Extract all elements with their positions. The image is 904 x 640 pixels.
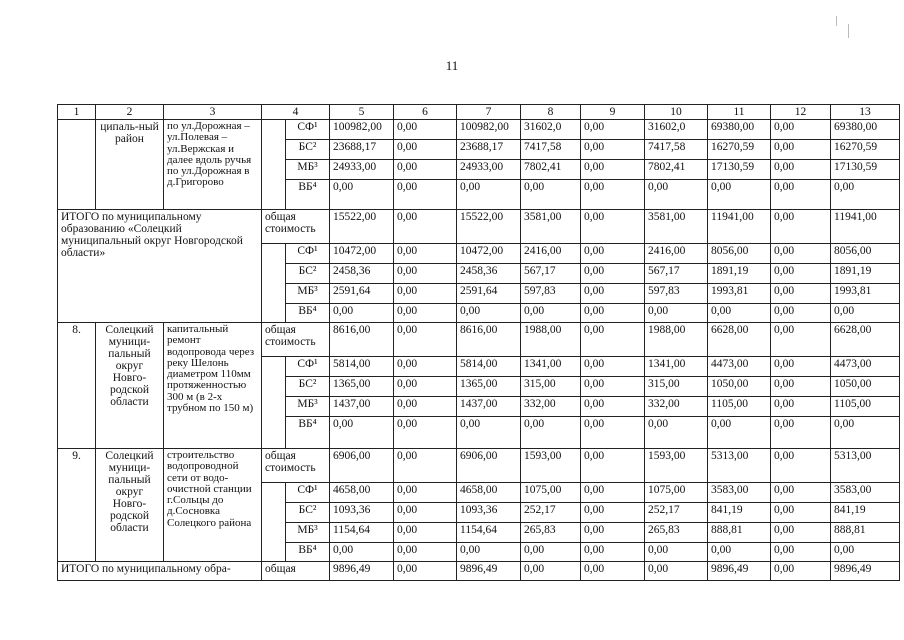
- value-cell: 332,00: [645, 397, 708, 417]
- value-cell: 567,17: [521, 264, 581, 284]
- r7-sf-row: [58, 120, 900, 140]
- value-cell: 2458,36: [457, 264, 521, 284]
- value-cell: 0,00: [645, 180, 708, 210]
- value-cell: 1050,00: [831, 377, 900, 397]
- value-cell: 1075,00: [521, 483, 581, 503]
- value-cell: 3581,00: [521, 210, 581, 244]
- value-cell: 597,83: [645, 284, 708, 304]
- value-cell: 31602,0: [521, 120, 581, 140]
- value-cell: 265,83: [645, 523, 708, 543]
- value-cell: 0,00: [831, 543, 900, 562]
- value-cell: 16270,59: [708, 140, 771, 160]
- value-cell: 0,00: [521, 562, 581, 581]
- value-cell: 0,00: [645, 543, 708, 562]
- category-label: МБ³: [286, 397, 330, 417]
- value-cell: 888,81: [831, 523, 900, 543]
- value-cell: 24933,00: [457, 160, 521, 180]
- value-cell: 0,00: [708, 180, 771, 210]
- r9-total-row: [58, 449, 900, 483]
- value-cell: 0,00: [581, 180, 645, 210]
- vertical-label: [262, 357, 286, 449]
- value-cell: 0,00: [330, 180, 394, 210]
- header-cell: 12: [771, 105, 831, 120]
- value-cell: 0,00: [581, 377, 645, 397]
- value-cell: 0,00: [330, 417, 394, 449]
- value-cell: 5814,00: [330, 357, 394, 377]
- value-cell: 0,00: [771, 284, 831, 304]
- value-cell: 0,00: [771, 562, 831, 581]
- value-cell: 0,00: [394, 397, 457, 417]
- value-cell: 0,00: [771, 244, 831, 264]
- value-cell: 1341,00: [521, 357, 581, 377]
- value-cell: 0,00: [708, 304, 771, 323]
- value-cell: 9896,49: [330, 562, 394, 581]
- value-cell: 567,17: [645, 264, 708, 284]
- category-label: СФ¹: [286, 120, 330, 140]
- value-cell: 1093,36: [457, 503, 521, 523]
- total-label: ИТОГО по муниципальному обра-: [58, 562, 262, 581]
- value-cell: 0,00: [708, 417, 771, 449]
- value-cell: 0,00: [771, 503, 831, 523]
- value-cell: 252,17: [521, 503, 581, 523]
- value-cell: 0,00: [581, 397, 645, 417]
- value-cell: 2458,36: [330, 264, 394, 284]
- value-cell: 0,00: [771, 377, 831, 397]
- value-cell: 0,00: [581, 503, 645, 523]
- value-cell: 0,00: [581, 120, 645, 140]
- value-cell: 1891,19: [708, 264, 771, 284]
- value-cell: 332,00: [521, 397, 581, 417]
- header-cell: 9: [581, 105, 645, 120]
- value-cell: 7417,58: [521, 140, 581, 160]
- value-cell: 0,00: [581, 449, 645, 483]
- value-cell: 0,00: [771, 397, 831, 417]
- category-label: МБ³: [286, 523, 330, 543]
- value-cell: 0,00: [581, 210, 645, 244]
- value-cell: 0,00: [457, 543, 521, 562]
- value-cell: 7802,41: [645, 160, 708, 180]
- value-cell: 6628,00: [831, 323, 900, 357]
- value-cell: 0,00: [831, 180, 900, 210]
- value-cell: 16270,59: [831, 140, 900, 160]
- value-cell: 0,00: [394, 284, 457, 304]
- corner-pen-marks: [834, 16, 854, 38]
- value-cell: 15522,00: [330, 210, 394, 244]
- value-cell: 1341,00: [645, 357, 708, 377]
- value-cell: 2591,64: [457, 284, 521, 304]
- value-cell: 0,00: [581, 417, 645, 449]
- value-cell: 17130,59: [708, 160, 771, 180]
- category-label: БС²: [286, 264, 330, 284]
- municipality-name: Солецкий муници-пальный округ Новго-родской области: [96, 449, 164, 562]
- value-cell: 0,00: [771, 140, 831, 160]
- value-cell: 100982,00: [330, 120, 394, 140]
- value-cell: 0,00: [771, 483, 831, 503]
- value-cell: 0,00: [521, 180, 581, 210]
- value-cell: 315,00: [521, 377, 581, 397]
- row-number: [58, 120, 96, 210]
- budget-table: [57, 104, 900, 581]
- value-cell: 0,00: [581, 483, 645, 503]
- header-cell: 13: [831, 105, 900, 120]
- value-cell: 100982,00: [457, 120, 521, 140]
- value-cell: 0,00: [394, 357, 457, 377]
- value-cell: 0,00: [330, 304, 394, 323]
- value-cell: 0,00: [771, 180, 831, 210]
- value-cell: 841,19: [831, 503, 900, 523]
- value-cell: 1437,00: [330, 397, 394, 417]
- value-cell: 6906,00: [330, 449, 394, 483]
- value-cell: 0,00: [831, 417, 900, 449]
- value-cell: 1365,00: [457, 377, 521, 397]
- value-cell: 17130,59: [831, 160, 900, 180]
- header-cell: 5: [330, 105, 394, 120]
- header-cell: 8: [521, 105, 581, 120]
- category-label: СФ¹: [286, 483, 330, 503]
- value-cell: 0,00: [708, 543, 771, 562]
- header-row: [58, 105, 900, 120]
- municipality-name: ципаль-ный район: [96, 120, 164, 210]
- value-cell: 0,00: [771, 543, 831, 562]
- value-cell: 0,00: [394, 562, 457, 581]
- r8-total-row: [58, 323, 900, 357]
- value-cell: 2591,64: [330, 284, 394, 304]
- value-cell: 9896,49: [708, 562, 771, 581]
- category-label: БС²: [286, 377, 330, 397]
- value-cell: 0,00: [581, 562, 645, 581]
- vertical-label: [262, 244, 286, 323]
- value-cell: 6628,00: [708, 323, 771, 357]
- value-cell: 31602,0: [645, 120, 708, 140]
- value-cell: 1105,00: [708, 397, 771, 417]
- value-cell: 3583,00: [708, 483, 771, 503]
- value-cell: 8616,00: [330, 323, 394, 357]
- category-label: МБ³: [286, 160, 330, 180]
- it2-total-row: [58, 562, 900, 581]
- value-cell: 15522,00: [457, 210, 521, 244]
- value-cell: 0,00: [581, 304, 645, 323]
- project-description: строительство водопроводной сети от водо-очистной станции г.Сольцы до д.Сосновка Солецкого района: [164, 449, 262, 562]
- value-cell: 23688,17: [457, 140, 521, 160]
- value-cell: 1050,00: [708, 377, 771, 397]
- value-cell: 315,00: [645, 377, 708, 397]
- value-cell: 0,00: [394, 304, 457, 323]
- value-cell: 0,00: [394, 140, 457, 160]
- value-cell: 5814,00: [457, 357, 521, 377]
- value-cell: 1437,00: [457, 397, 521, 417]
- category-label: общая стоимость: [262, 210, 330, 244]
- value-cell: 0,00: [394, 264, 457, 284]
- value-cell: 0,00: [581, 543, 645, 562]
- project-description: по ул.Дорожная – ул.Полевая – ул.Вержская и далее вдоль ручья по ул.Дорожная в д.Григорово: [164, 120, 262, 210]
- value-cell: 1365,00: [330, 377, 394, 397]
- vertical-label: [262, 483, 286, 562]
- category-label: ВБ⁴: [286, 543, 330, 562]
- value-cell: 4473,00: [708, 357, 771, 377]
- value-cell: 0,00: [394, 483, 457, 503]
- value-cell: 0,00: [521, 304, 581, 323]
- category-label: БС²: [286, 503, 330, 523]
- value-cell: 1093,36: [330, 503, 394, 523]
- value-cell: 1993,81: [708, 284, 771, 304]
- value-cell: 0,00: [394, 377, 457, 397]
- value-cell: 0,00: [394, 523, 457, 543]
- header-cell: 1: [58, 105, 96, 120]
- value-cell: 1988,00: [645, 323, 708, 357]
- value-cell: 597,83: [521, 284, 581, 304]
- value-cell: 0,00: [645, 304, 708, 323]
- value-cell: 841,19: [708, 503, 771, 523]
- category-label: СФ¹: [286, 357, 330, 377]
- category-label: ВБ⁴: [286, 417, 330, 449]
- category-label: ВБ⁴: [286, 304, 330, 323]
- category-label: МБ³: [286, 284, 330, 304]
- value-cell: 24933,00: [330, 160, 394, 180]
- value-cell: 23688,17: [330, 140, 394, 160]
- value-cell: 0,00: [457, 304, 521, 323]
- value-cell: 9896,49: [457, 562, 521, 581]
- value-cell: 0,00: [581, 140, 645, 160]
- value-cell: 0,00: [457, 180, 521, 210]
- value-cell: 69380,00: [708, 120, 771, 140]
- category-label: общая: [262, 562, 330, 581]
- it1-total-row: [58, 210, 900, 244]
- value-cell: 265,83: [521, 523, 581, 543]
- project-description: капитальный ремонт водопровода через реку Шелонь диаметром 110мм протяженностью 300 м (в 2-х трубном по 150 м): [164, 323, 262, 449]
- value-cell: 0,00: [394, 160, 457, 180]
- value-cell: 11941,00: [708, 210, 771, 244]
- value-cell: 69380,00: [831, 120, 900, 140]
- header-cell: 4: [262, 105, 330, 120]
- value-cell: 0,00: [394, 120, 457, 140]
- value-cell: 0,00: [394, 323, 457, 357]
- value-cell: 4473,00: [831, 357, 900, 377]
- value-cell: 0,00: [394, 244, 457, 264]
- value-cell: 8056,00: [708, 244, 771, 264]
- value-cell: 0,00: [394, 210, 457, 244]
- value-cell: 0,00: [771, 120, 831, 140]
- category-label: СФ¹: [286, 244, 330, 264]
- header-cell: 2: [96, 105, 164, 120]
- header-cell: 7: [457, 105, 521, 120]
- value-cell: 0,00: [581, 160, 645, 180]
- row-number: 8.: [58, 323, 96, 449]
- value-cell: 0,00: [394, 449, 457, 483]
- value-cell: 0,00: [581, 244, 645, 264]
- value-cell: 1154,64: [330, 523, 394, 543]
- value-cell: 7417,58: [645, 140, 708, 160]
- value-cell: 7802,41: [521, 160, 581, 180]
- value-cell: 0,00: [581, 323, 645, 357]
- value-cell: 0,00: [645, 417, 708, 449]
- value-cell: 8056,00: [831, 244, 900, 264]
- municipality-name: Солецкий муници-пальный округ Новго-родской области: [96, 323, 164, 449]
- value-cell: 0,00: [394, 543, 457, 562]
- value-cell: 2416,00: [645, 244, 708, 264]
- value-cell: 0,00: [394, 180, 457, 210]
- value-cell: 11941,00: [831, 210, 900, 244]
- value-cell: 0,00: [394, 503, 457, 523]
- value-cell: 5313,00: [831, 449, 900, 483]
- value-cell: 4658,00: [457, 483, 521, 503]
- value-cell: 0,00: [645, 562, 708, 581]
- value-cell: 6906,00: [457, 449, 521, 483]
- value-cell: 0,00: [771, 417, 831, 449]
- value-cell: 0,00: [771, 264, 831, 284]
- value-cell: 1593,00: [645, 449, 708, 483]
- value-cell: 1154,64: [457, 523, 521, 543]
- value-cell: 0,00: [771, 323, 831, 357]
- value-cell: 2416,00: [521, 244, 581, 264]
- value-cell: 4658,00: [330, 483, 394, 503]
- header-cell: 3: [164, 105, 262, 120]
- value-cell: 1593,00: [521, 449, 581, 483]
- value-cell: 0,00: [581, 357, 645, 377]
- value-cell: 0,00: [521, 543, 581, 562]
- value-cell: 0,00: [831, 304, 900, 323]
- value-cell: 1105,00: [831, 397, 900, 417]
- row-number: 9.: [58, 449, 96, 562]
- header-cell: 10: [645, 105, 708, 120]
- value-cell: 1988,00: [521, 323, 581, 357]
- category-label: БС²: [286, 140, 330, 160]
- value-cell: 9896,49: [831, 562, 900, 581]
- category-label: ВБ⁴: [286, 180, 330, 210]
- value-cell: 1075,00: [645, 483, 708, 503]
- value-cell: 0,00: [771, 210, 831, 244]
- value-cell: 3581,00: [645, 210, 708, 244]
- value-cell: 252,17: [645, 503, 708, 523]
- total-label: ИТОГО по муниципальному образованию «Солецкий муниципальный округ Новгородской области»: [58, 210, 262, 323]
- vertical-label: [262, 120, 286, 210]
- value-cell: 0,00: [771, 304, 831, 323]
- value-cell: 8616,00: [457, 323, 521, 357]
- value-cell: 0,00: [771, 357, 831, 377]
- value-cell: 5313,00: [708, 449, 771, 483]
- value-cell: 10472,00: [330, 244, 394, 264]
- value-cell: 888,81: [708, 523, 771, 543]
- value-cell: 0,00: [771, 160, 831, 180]
- value-cell: 0,00: [581, 523, 645, 543]
- value-cell: 3583,00: [831, 483, 900, 503]
- value-cell: 0,00: [394, 417, 457, 449]
- category-label: общая стоимость: [262, 323, 330, 357]
- value-cell: 0,00: [581, 284, 645, 304]
- value-cell: 0,00: [457, 417, 521, 449]
- value-cell: 0,00: [771, 449, 831, 483]
- value-cell: 1891,19: [831, 264, 900, 284]
- value-cell: 0,00: [330, 543, 394, 562]
- value-cell: 1993,81: [831, 284, 900, 304]
- value-cell: 0,00: [581, 264, 645, 284]
- value-cell: 0,00: [521, 417, 581, 449]
- header-cell: 6: [394, 105, 457, 120]
- value-cell: 10472,00: [457, 244, 521, 264]
- value-cell: 0,00: [771, 523, 831, 543]
- header-cell: 11: [708, 105, 771, 120]
- page-number: 11: [445, 58, 459, 73]
- category-label: общая стоимость: [262, 449, 330, 483]
